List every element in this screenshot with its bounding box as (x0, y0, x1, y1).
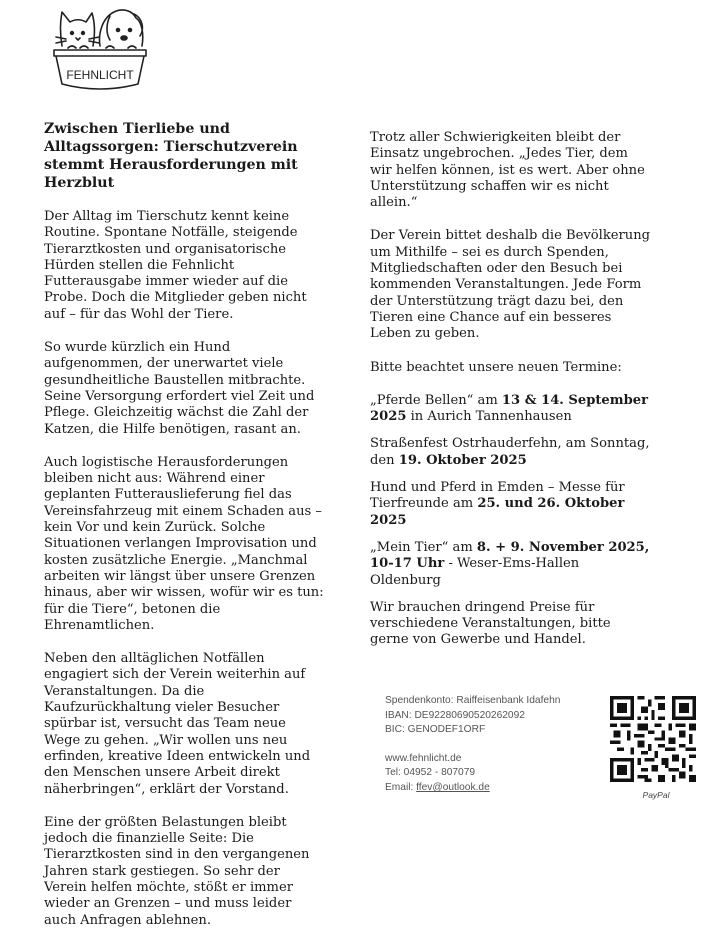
website-link[interactable]: www.fehnlicht.de (385, 752, 462, 764)
paypal-caption: PayPal (642, 790, 670, 800)
bic: BIC: GENODEF1ORF (385, 724, 486, 736)
event-item: Straßenfest Ostrhauderfehn, am Sonntag, den 19. Oktober 2025 (370, 436, 650, 468)
logo-text: FEHNLICHT (66, 68, 134, 82)
iban: IBAN: DE92280690520262092 (385, 709, 525, 721)
event-item: „Pferde Bellen“ am 13 & 14. September 2025 in Aurich Tannenhausen (370, 392, 648, 425)
paragraph-1: Der Alltag im Tierschutz kennt keine Routine. Spontane Notfälle, steigende Tierarztkosten und organisatorische Hürden stellen die Fehnlicht Futterausgabe immer wieder auf die Probe. Doch die Mitglieder geben nicht auf – für das Wohl der Tiere. (44, 209, 307, 322)
contact-block (385, 694, 605, 796)
email-link[interactable]: ffev@outlook.de (416, 781, 490, 793)
article-headline: Zwischen Tierliebe und Alltagssorgen: Tierschutzverein stemmt Herausforderungen mit Herzblut (44, 121, 298, 191)
paragraph-7: Der Verein bittet deshalb die Bevölkerung um Mithilfe – sei es durch Spenden, Mitgliedschaften oder den Besuch bei kommenden Veranstaltungen. Jede Form der Unterstützung trägt dazu bei, den Tieren eine Chance auf ein besseres Leben zu geben. (370, 228, 651, 342)
bank-account: Spendenkonto: Raiffeisenbank Idafehn (385, 695, 561, 706)
closing-paragraph: Wir brauchen dringend Preise für verschiedene Veranstaltungen, bitte gerne von Gewerbe und Handel. (370, 599, 611, 648)
email-row: Email: ffev@outlook.de (385, 781, 490, 793)
dates-intro: Bitte beachtet unsere neuen Termine: (370, 359, 622, 375)
event-item: Hund und Pferd in Emden – Messe für Tierfreunde am 25. und 26. Oktober 2025 (370, 480, 625, 528)
paragraph-5: Eine der größten Belastungen bleibt jedoch die finanzielle Seite: Die Tierarztkosten sind in den vergangenen Jahren stark gestiegen. So sehr der Verein helfen möchte, stößt er immer wieder an Grenzen – und muss leider auch Anfragen ablehnen. (44, 814, 310, 928)
paypal-qr-code[interactable] (610, 692, 696, 786)
paragraph-2: So wurde kürzlich ein Hund aufgenommen, der unerwartet viele gesundheitliche Baustellen mitbrachte. Seine Versorgung erfordert viel Zeit und Pflege. Gleichzeitig wächst die Zahl der Katzen, die Hilfe benötigen, rasant an. (44, 340, 315, 437)
paragraph-3: Auch logistische Herausforderungen bleiben nicht aus: Während einer geplanten Futterauslieferung fiel das Vereinsfahrzeug mit einem Schaden aus – kein Vor und kein Zurück. Solche Situationen verlangen Improvisation und kosten zusätzliche Energie. „Manchmal arbeiten wir längst über unsere Grenzen hinaus, aber wir wissen, wofür wir es tun: für die Tiere“, betonen die Ehrenamtlichen. (44, 454, 324, 633)
phone-number: Tel: 04952 - 807079 (385, 767, 476, 779)
paragraph-4: Neben den alltäglichen Notfällen engagiert sich der Verein weiterhin auf Veranstaltungen. Da die Kaufzurückhaltung vieler Besucher spürbar ist, versucht das Team neue Wege zu gehen. „Wir wollen uns neu erfinden, kreative Ideen entwickeln und den Menschen unsere Arbeit direkt näherbringen“, erklärt der Vorstand. (44, 651, 311, 797)
paragraph-6: Trotz aller Schwierigkeiten bleibt der Einsatz ungebrochen. „Jedes Tier, dem wir helfen können, ist es wert. Aber ohne Unterstützung schaffen wir es nicht allein.“ (370, 130, 645, 211)
event-item: „Mein Tier“ am 8. + 9. November 2025, 10-17 Uhr - Weser-Ems-Hallen Oldenburg (370, 539, 650, 588)
fehnlicht-logo (50, 0, 150, 96)
article-right-column (370, 130, 652, 666)
article-left-column (44, 120, 326, 946)
